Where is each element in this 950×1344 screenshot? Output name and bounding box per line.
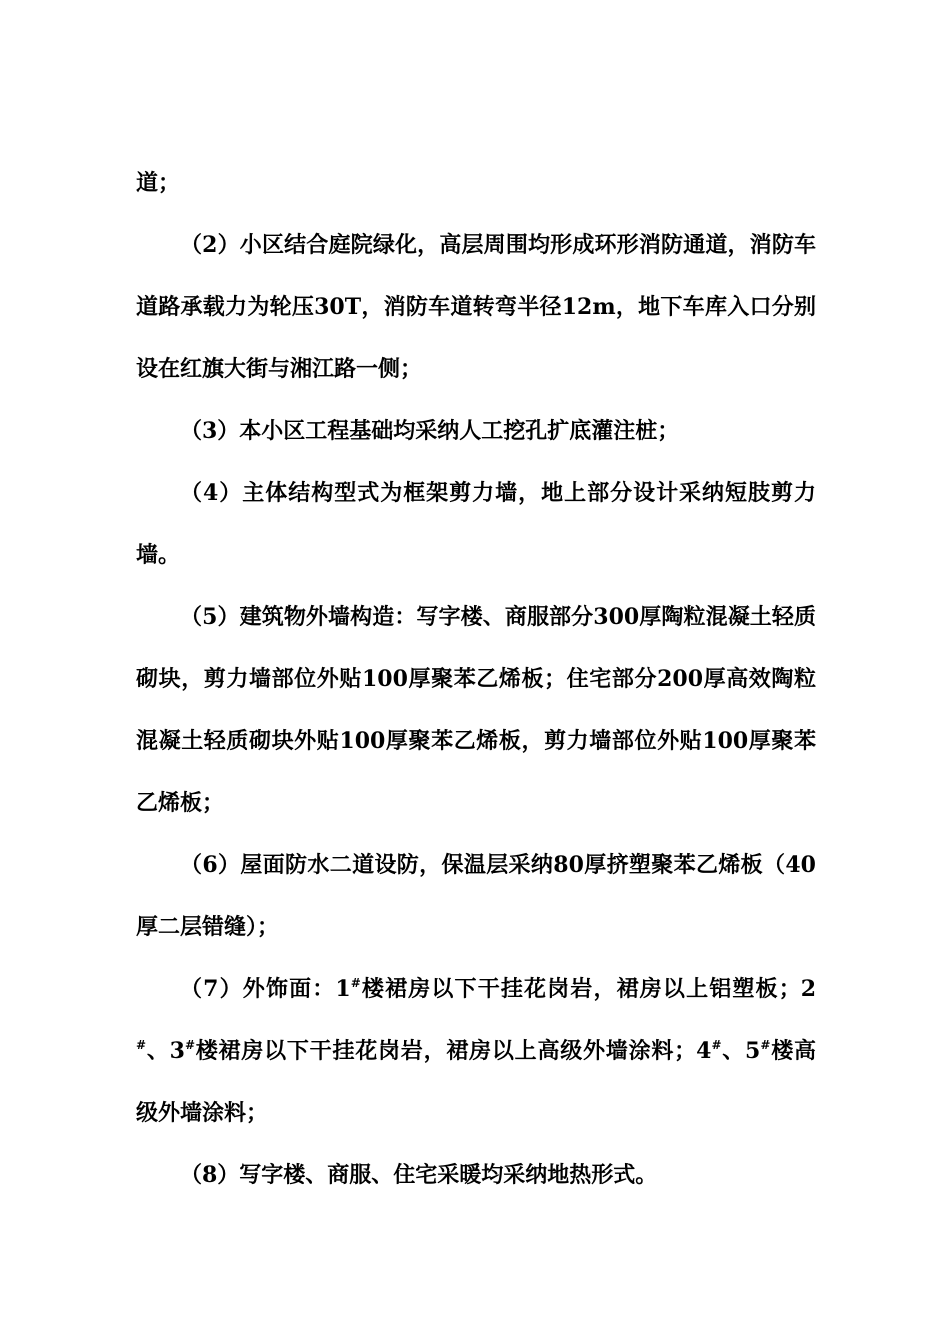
p7-superscript-1: #: [350, 976, 361, 990]
p7-text-f: 楼高级外墙涂料；: [136, 1038, 816, 1126]
p7-text-a: （7）外饰面：1: [180, 976, 351, 1002]
p7-text-b: 楼裙房以下干挂花岗岩，裙房以上铝塑板；2: [360, 976, 816, 1002]
paragraph-item-2: （2）小区结合庭院绿化，高层周围均形成环形消防通道，消防车道路承载力为轮压30T，消防车道转弯半径12m，地下车库入口分别设在红旗大街与湘江路一侧；: [136, 232, 816, 382]
document-body: [136, 152, 816, 1206]
paragraph-item-3: （3）本小区工程基础均采纳人工挖孔扩底灌注桩；: [180, 418, 680, 444]
paragraph-item-8: （8）写字楼、商服、住宅采暖均采纳地热形式。: [180, 1162, 658, 1188]
paragraph-item-7: [136, 958, 816, 1144]
paragraph-item-6: （6）屋面防水二道设防，保温层采纳80厚挤塑聚苯乙烯板（40厚二层错缝）；: [136, 852, 816, 940]
paragraph-continuation: 道；: [136, 170, 181, 196]
p7-text-d: 楼裙房以下干挂花岗岩，裙房以上高级外墙涂料；4: [195, 1038, 712, 1064]
p7-superscript-4: #: [711, 1038, 722, 1052]
p7-superscript-3: #: [184, 1038, 195, 1052]
paragraph-item-5: （5）建筑物外墙构造：写字楼、商服部分300厚陶粒混凝土轻质砌块，剪力墙部位外贴100厚聚苯乙烯板；住宅部分200厚高效陶粒混凝土轻质砌块外贴100厚聚苯乙烯板，剪力墙部位外贴100厚聚苯乙烯板；: [136, 604, 816, 816]
paragraph-item-4: （4）主体结构型式为框架剪力墙，地上部分设计采纳短肢剪力墙。: [136, 480, 816, 568]
p7-superscript-5: #: [760, 1038, 771, 1052]
p7-superscript-2: #: [136, 1038, 147, 1052]
p7-text-c: 、3: [146, 1038, 185, 1064]
p7-text-e: 、5: [721, 1038, 761, 1064]
